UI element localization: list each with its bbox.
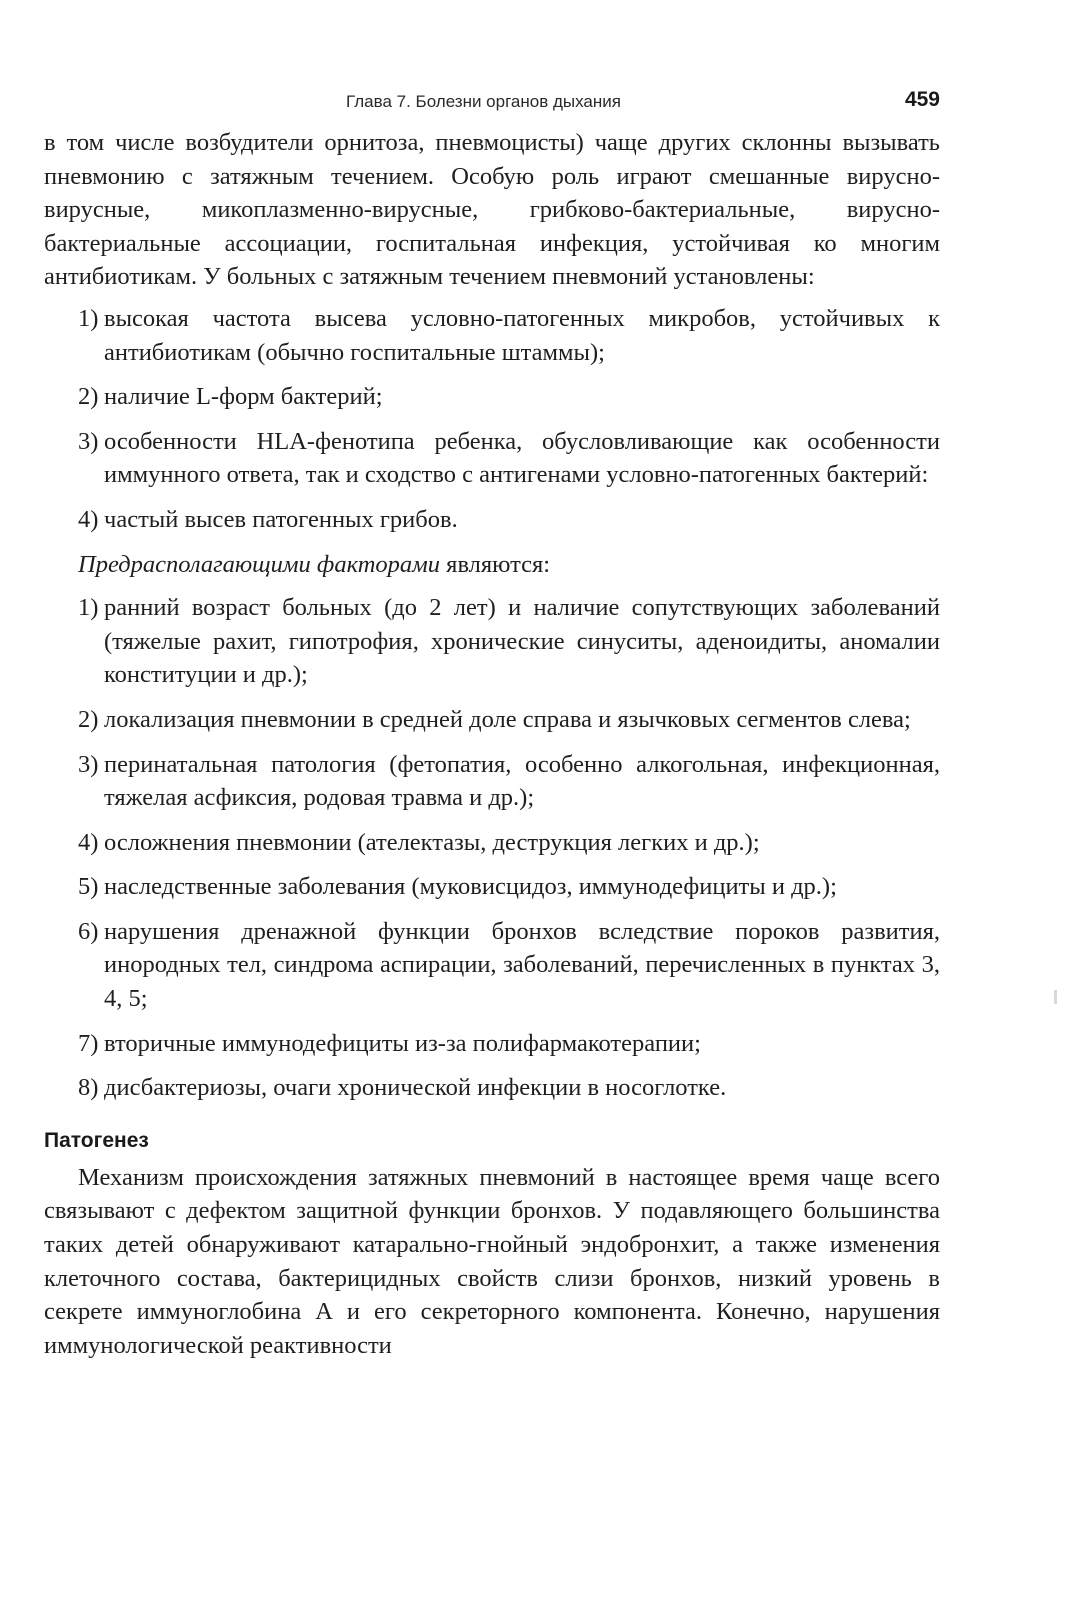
list-item (44, 425, 940, 492)
list-item-text: особенности HLA-фенотипа ребенка, обусловливающие как особенности иммунного ответа, так и сходство с антигенами условно-патогенных бактерий: (104, 427, 940, 489)
section-paragraph: Механизм происхождения затяжных пневмоний в настоящее время чаще всего связывают с дефектом защитной функции бронхов. У подавляющего большинства таких детей обнаруживают катарально-гнойный эндобронхит, а также изменения клеточного состава, бактерицидных свойств слизи бронхов, низкий уровень в секрете иммуноглобина А и его секреторного компонента. Конечно, нарушения иммунологической реактивности (44, 1163, 940, 1359)
list-item-text: нарушения дренажной функции бронхов вследствие пороков развития, инородных тел, синдрома аспирации, заболеваний, перечисленных в пунктах 3, 4, 5; (104, 917, 940, 1013)
running-header (44, 86, 940, 126)
list-item (44, 1027, 940, 1061)
list-item-text: ранний возраст больных (до 2 лет) и наличие сопутствующих заболеваний (тяжелые рахит, гипотрофия, хронические синуситы, аденоидиты, аномалии конституции и др.); (104, 594, 940, 689)
list-item-text: осложнения пневмонии (ателектазы, деструкция легких и др.); (104, 828, 760, 856)
list-item-text: дисбактериозы, очаги хронической инфекции в носоглотке. (104, 1074, 727, 1102)
list-item-number: 1) (78, 304, 99, 332)
list-item-number: 4) (78, 505, 99, 533)
list-item-text: вторичные иммунодефициты из-за полифармакотерапии; (104, 1029, 701, 1057)
book-page (44, 86, 940, 1362)
list-item (44, 302, 940, 369)
chapter-title: Глава 7. Болезни органов дыхания (346, 92, 621, 111)
list-item-number: 5) (78, 873, 99, 901)
list-item-text: локализация пневмонии в средней доле справа и язычковых сегментов слева; (104, 705, 911, 733)
list-item-text: высокая частота высева условно-патогенных микробов, устойчивых к антибиотикам (обычно госпитальные штаммы); (104, 304, 940, 366)
list-item-number: 1) (78, 594, 99, 622)
list-item (44, 703, 940, 737)
list-item-number: 3) (78, 427, 99, 455)
factors-lead-in-rest: являются: (440, 550, 551, 578)
list-item (44, 503, 940, 537)
factors-lead-in-italic: Предрасполагающими факторами (78, 550, 441, 578)
list-item-text: частый высев патогенных грибов. (104, 505, 458, 533)
list-item (44, 826, 940, 860)
list-item (44, 915, 940, 1016)
list-item (44, 748, 940, 815)
list-item-number: 2) (78, 705, 99, 733)
body-text (44, 126, 940, 1362)
list-item-text: наследственные заболевания (муковисцидоз, иммунодефициты и др.); (104, 873, 837, 901)
findings-list (44, 302, 940, 537)
list-item-text: перинатальная патология (фетопатия, особенно алкогольная, инфекционная, тяжелая асфиксия, родовая травма и др.); (104, 750, 940, 812)
list-item-number: 3) (78, 750, 99, 778)
list-item (44, 380, 940, 414)
list-item (44, 1071, 940, 1105)
list-item-number: 4) (78, 828, 99, 856)
list-item-text: наличие L-форм бактерий; (104, 383, 383, 411)
intro-paragraph: в том числе возбудители орнитоза, пневмоцисты) чаще других склонны вызывать пневмонию с затяжным течением. Особую роль играют смешанные вирусно-вирусные, микоплазменно-вирусные, грибково-бактериальные, вирусно-бактериальные ассоциации, госпитальная инфекция, устойчивая ко многим антибиотикам. У больных с затяжным течением пневмоний установлены: (44, 129, 940, 291)
list-item-number: 7) (78, 1029, 99, 1057)
list-item-number: 6) (78, 917, 99, 945)
list-item (44, 870, 940, 904)
list-item-number: 8) (78, 1074, 99, 1102)
page-number: 459 (904, 88, 940, 111)
factors-list (44, 591, 940, 1105)
list-item-number: 2) (78, 383, 99, 411)
factors-lead-in (78, 548, 940, 582)
section-heading: Патогенез (44, 1128, 149, 1152)
list-item (44, 591, 940, 692)
scan-artifact (1054, 990, 1057, 1004)
